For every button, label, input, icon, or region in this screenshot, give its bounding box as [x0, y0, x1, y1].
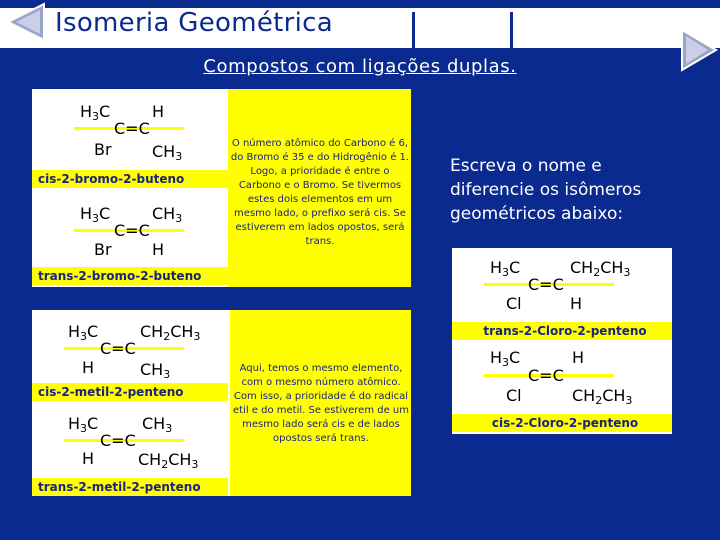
substituent: Br: [94, 140, 112, 159]
substituent: $CH_3$: [140, 360, 171, 381]
compound-name: trans-2-metil-2-penteno: [32, 478, 228, 496]
note-text: O número atômico do Carbono é 6, do Bromo é 35 e do Hidrogênio é 1. Logo, a prioridade é entre o Carbono e o Bromo. Se tivermos estes dois elementos em um mesmo lado, o prefixo será cis. Se estiverem em lados opostos, será trans.: [230, 138, 410, 247]
substituent: $CH_2CH_3$: [572, 386, 633, 407]
substituent: $CH_2CH_3$: [570, 258, 631, 279]
substituent: $H_3C$: [490, 348, 521, 369]
substituent: $CH_3$: [152, 142, 183, 163]
compound-name: cis-2-Cloro-2-penteno: [452, 414, 672, 432]
substituent: H: [82, 449, 95, 468]
substituent: $H_3C$: [68, 414, 99, 435]
double-bond: C=C: [100, 339, 136, 358]
substituent: $CH_3$: [152, 204, 183, 225]
substituent: $H_3C$: [80, 102, 111, 123]
compound-name: cis-2-bromo-2-buteno: [32, 170, 228, 188]
substituent: Cl: [506, 294, 522, 313]
substituent: $H_3C$: [68, 322, 99, 343]
substituent: H: [152, 102, 165, 121]
substituent: $CH_2CH_3$: [138, 450, 199, 471]
left-arrow-icon[interactable]: [4, 2, 48, 42]
page-subtitle: Compostos com ligações duplas.: [203, 56, 517, 77]
compound-name: trans-2-Cloro-2-penteno: [452, 322, 672, 340]
note-text: Aqui, temos o mesmo elemento, com o mesmo número atômico. Com isso, a prioridade é do radical etil e do metil. Se estiverem de um mesmo lado será cis e de lados opostos será trans.: [232, 363, 410, 444]
substituent: H: [82, 358, 95, 377]
double-bond: C=C: [114, 221, 150, 240]
substituent: $H_3C$: [490, 258, 521, 279]
compound-name: trans-2-bromo-2-buteno: [32, 267, 228, 285]
compound-name: cis-2-metil-2-penteno: [32, 383, 228, 401]
substituent: $CH_2CH_3$: [140, 322, 201, 343]
substituent: H: [152, 240, 165, 259]
double-bond: C=C: [528, 366, 564, 385]
double-bond: C=C: [114, 119, 150, 138]
substituent: Cl: [506, 386, 522, 405]
substituent: Br: [94, 240, 112, 259]
page-title: Isomeria Geométrica: [55, 8, 333, 38]
substituent: H: [570, 294, 583, 313]
double-bond: C=C: [100, 431, 136, 450]
instructions-text: Escreva o nome e diferencie os isômeros geométricos abaixo:: [450, 156, 642, 224]
title-divider: [412, 12, 415, 48]
title-divider: [510, 12, 513, 48]
substituent: $H_3C$: [80, 204, 111, 225]
double-bond: C=C: [528, 275, 564, 294]
substituent: $CH_3$: [142, 414, 173, 435]
substituent: H: [572, 348, 585, 367]
